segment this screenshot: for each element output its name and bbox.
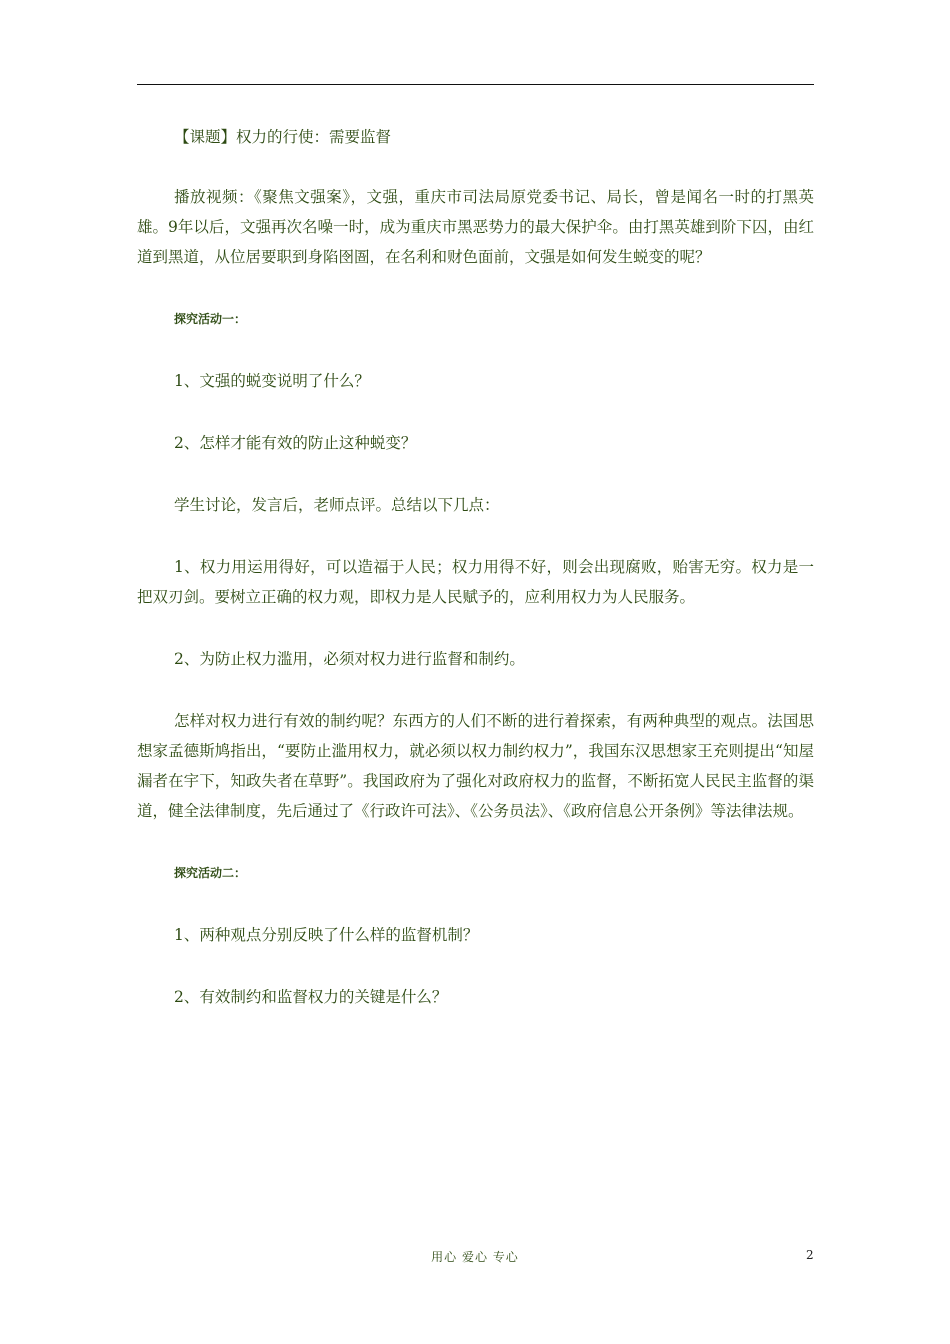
document-body <box>137 118 814 1012</box>
page-footer <box>0 1248 950 1268</box>
question-two: 2、怎样才能有效的防止这种蜕变？ <box>174 434 417 452</box>
question-three: 1、两种观点分别反映了什么样的监督机制？ <box>174 926 479 944</box>
question-one: 1、文强的蜕变说明了什么？ <box>174 372 370 390</box>
header-rule <box>137 84 814 85</box>
summary-point-two: 2、为防止权力滥用，必须对权力进行监督和制约。 <box>174 650 525 668</box>
exploration-paragraph: 怎样对权力进行有效的制约呢？东西方的人们不断的进行着探索，有两种典型的观点。法国思想家孟德斯鸠指出，“要防止滥用权力，就必须以权力制约权力”，我国东汉思想家王充则提出“知屋漏者在宇下，知政失者在草野”。我国政府为了强化对政府权力的监督，不断拓宽人民民主监督的渠道，健全法律制度，先后通过了《行政许可法》、《公务员法》、《政府信息公开条例》等法律法规。 <box>137 712 814 820</box>
intro-paragraph: 播放视频：《聚焦文强案》，文强，重庆市司法局原党委书记、局长，曾是闻名一时的打黑英雄。9年以后，文强再次名噪一时，成为重庆市黑恶势力的最大保护伞。由打黑英雄到阶下囚，由红道到黑道，从位居要职到身陷囹圄，在名利和财色面前，文强是如何发生蜕变的呢？ <box>137 188 814 266</box>
activity-two-heading: 探究活动二： <box>174 866 247 880</box>
summary-point-one: 1、权力用运用得好，可以造福于人民；权力用得不好，则会出现腐败，贻害无穷。权力是一把双刃剑。要树立正确的权力观，即权力是人民赋予的，应利用权力为人民服务。 <box>137 558 814 606</box>
question-four: 2、有效制约和监督权力的关键是什么？ <box>174 988 448 1006</box>
discussion-line: 学生讨论，发言后，老师点评。总结以下几点： <box>174 496 500 514</box>
footer-motto: 用心 爱心 专心 <box>431 1250 519 1264</box>
activity-one-heading: 探究活动一： <box>174 312 247 326</box>
lesson-title: 【课题】权力的行使：需要监督 <box>174 128 392 146</box>
page-number: 2 <box>806 1248 814 1262</box>
